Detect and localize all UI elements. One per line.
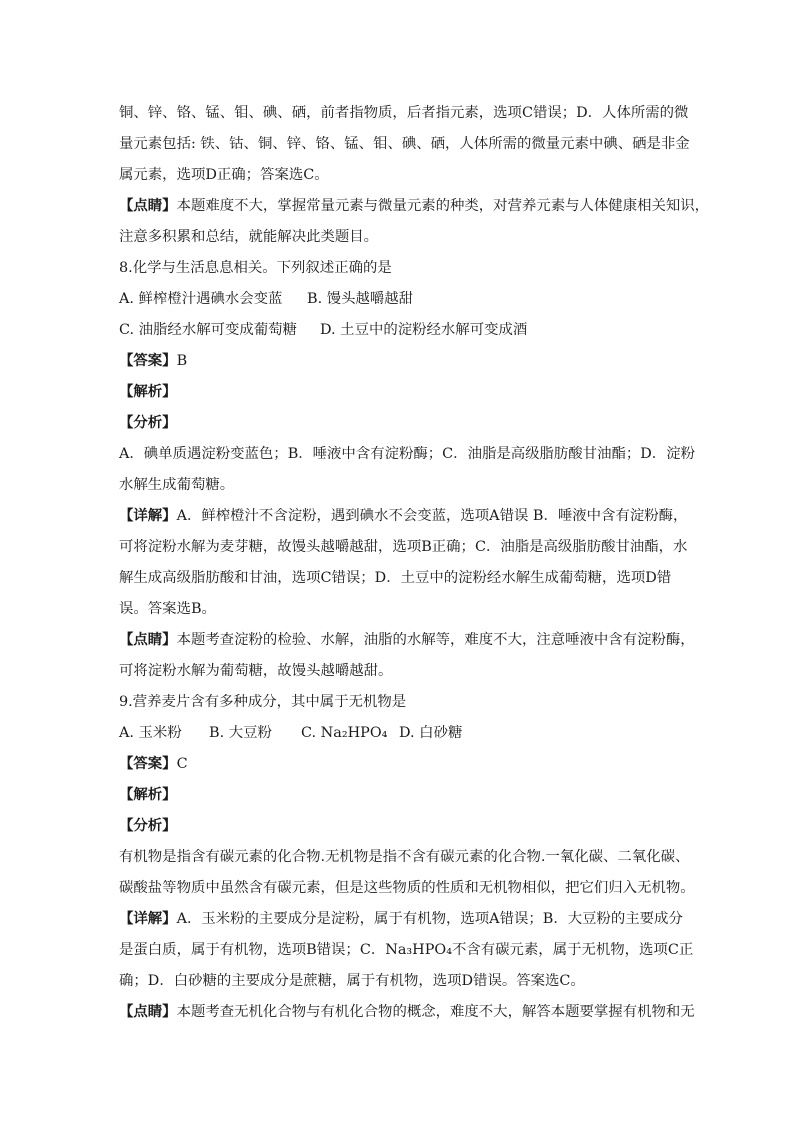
- question-8-stem: 8.化学与生活息息相关。下列叙述正确的是: [119, 260, 392, 276]
- question-9-options: [119, 723, 679, 743]
- text-line: 碳酸盐等物质中虽然含有碳元素，但是这些物质的性质和无机物相似，把它们归入无机物。: [119, 880, 695, 896]
- answer-line: [119, 754, 679, 774]
- note-line: 【点睛】本题考查无机化合物与有机化合物的概念，难度不大，解答本题要掌握有机物和无: [119, 1003, 695, 1020]
- label-tag: 【详解】: [119, 507, 177, 524]
- option-b: B. 大豆粉: [209, 725, 272, 741]
- text-line: 量元素包括: 铁、钴、铜、锌、铬、锰、钼、碘、硒，人体所需的微量元素中碘、硒是非金: [119, 136, 690, 152]
- text-line: 误。答案选B。: [119, 601, 216, 617]
- analysis-heading: 【解析】: [119, 786, 177, 803]
- detail-line: 【详解】A．玉米粉的主要成分是淀粉，属于有机物，选项A错误；B．大豆粉的主要成分: [119, 910, 683, 927]
- text-line: 可将淀粉水解为麦芽糖，故馒头越嚼越甜，选项B正确；C．油脂是高级脂肪酸甘油酯，水: [119, 539, 688, 555]
- question-9-stem: 9.营养麦片含有多种成分，其中属于无机物是: [119, 694, 407, 710]
- text-line: 水解生成葡萄糖。: [119, 477, 235, 493]
- answer-line: [119, 351, 679, 371]
- question-8-options-row-1: [119, 289, 679, 309]
- question-8-options-row-2: [119, 320, 679, 340]
- label-tag: 【点睛】: [119, 631, 177, 648]
- option-b: B. 馒头越嚼越甜: [307, 291, 414, 307]
- text-line: A．碘单质遇淀粉变蓝色；B．唾液中含有淀粉酶；C．油脂是高级脂肪酸甘油酯；D．淀粉: [119, 446, 695, 462]
- analysis-subheading: 【分析】: [119, 817, 177, 834]
- text-line: 是蛋白质，属于有机物，选项B错误；C．Na₃HPO₄不含有碳元素，属于无机物，选项C正: [119, 942, 694, 958]
- label-tag: 【点睛】: [119, 1003, 177, 1020]
- label-tag: 【详解】: [119, 910, 177, 927]
- option-a: A. 鲜榨橙汁遇碘水会变蓝: [119, 291, 283, 307]
- label-tag: 【答案】: [119, 352, 177, 369]
- label-tag: 【答案】: [119, 755, 177, 772]
- label-tag: 【点睛】: [119, 197, 177, 214]
- text-line: 注意多积累和总结，就能解决此类题目。: [119, 229, 379, 245]
- option-a: A. 玉米粉: [119, 725, 182, 741]
- note-line: 【点睛】本题考查淀粉的检验、水解，油脂的水解等，难度不大，注意唾液中含有淀粉酶，: [119, 631, 695, 648]
- text-line: 有机物是指含有碳元素的化合物.无机物是指不含有碳元素的化合物.一氧化碳、二氧化碳、: [119, 849, 690, 865]
- analysis-heading: 【解析】: [119, 383, 177, 400]
- text-line: 属元素，选项D正确；答案选C。: [119, 167, 329, 183]
- text-line: 铜、锌、铬、锰、钼、碘、硒，前者指物质，后者指元素，选项C错误；D．人体所需的微: [119, 105, 689, 121]
- detail-line: 【详解】A．鲜榨橙汁不含淀粉，遇到碘水不会变蓝，选项A错误 B．唾液中含有淀粉酶，: [119, 507, 688, 524]
- option-c: C. 油脂经水解可变成葡萄糖: [119, 322, 297, 338]
- text-line: 确；D．白砂糖的主要成分是蔗糖，属于有机物，选项D错误。答案选C。: [119, 973, 585, 989]
- answer-value: C: [176, 756, 188, 772]
- text-line: 解生成高级脂肪酸和甘油，选项C错误；D．土豆中的淀粉经水解生成葡萄糖，选项D错: [119, 570, 672, 586]
- option-d: D. 白砂糖: [399, 725, 463, 741]
- option-c: C. Na₂HPO₄: [301, 725, 388, 741]
- note-line: 【点睛】本题难度不大，掌握常量元素与微量元素的种类，对营养元素与人体健康相关知识，: [119, 197, 710, 214]
- answer-value: B: [176, 353, 188, 369]
- text-line: 可将淀粉水解为葡萄糖，故馒头越嚼越甜。: [119, 663, 393, 679]
- option-d: D. 土豆中的淀粉经水解可变成酒: [320, 322, 528, 338]
- analysis-subheading: 【分析】: [119, 414, 177, 431]
